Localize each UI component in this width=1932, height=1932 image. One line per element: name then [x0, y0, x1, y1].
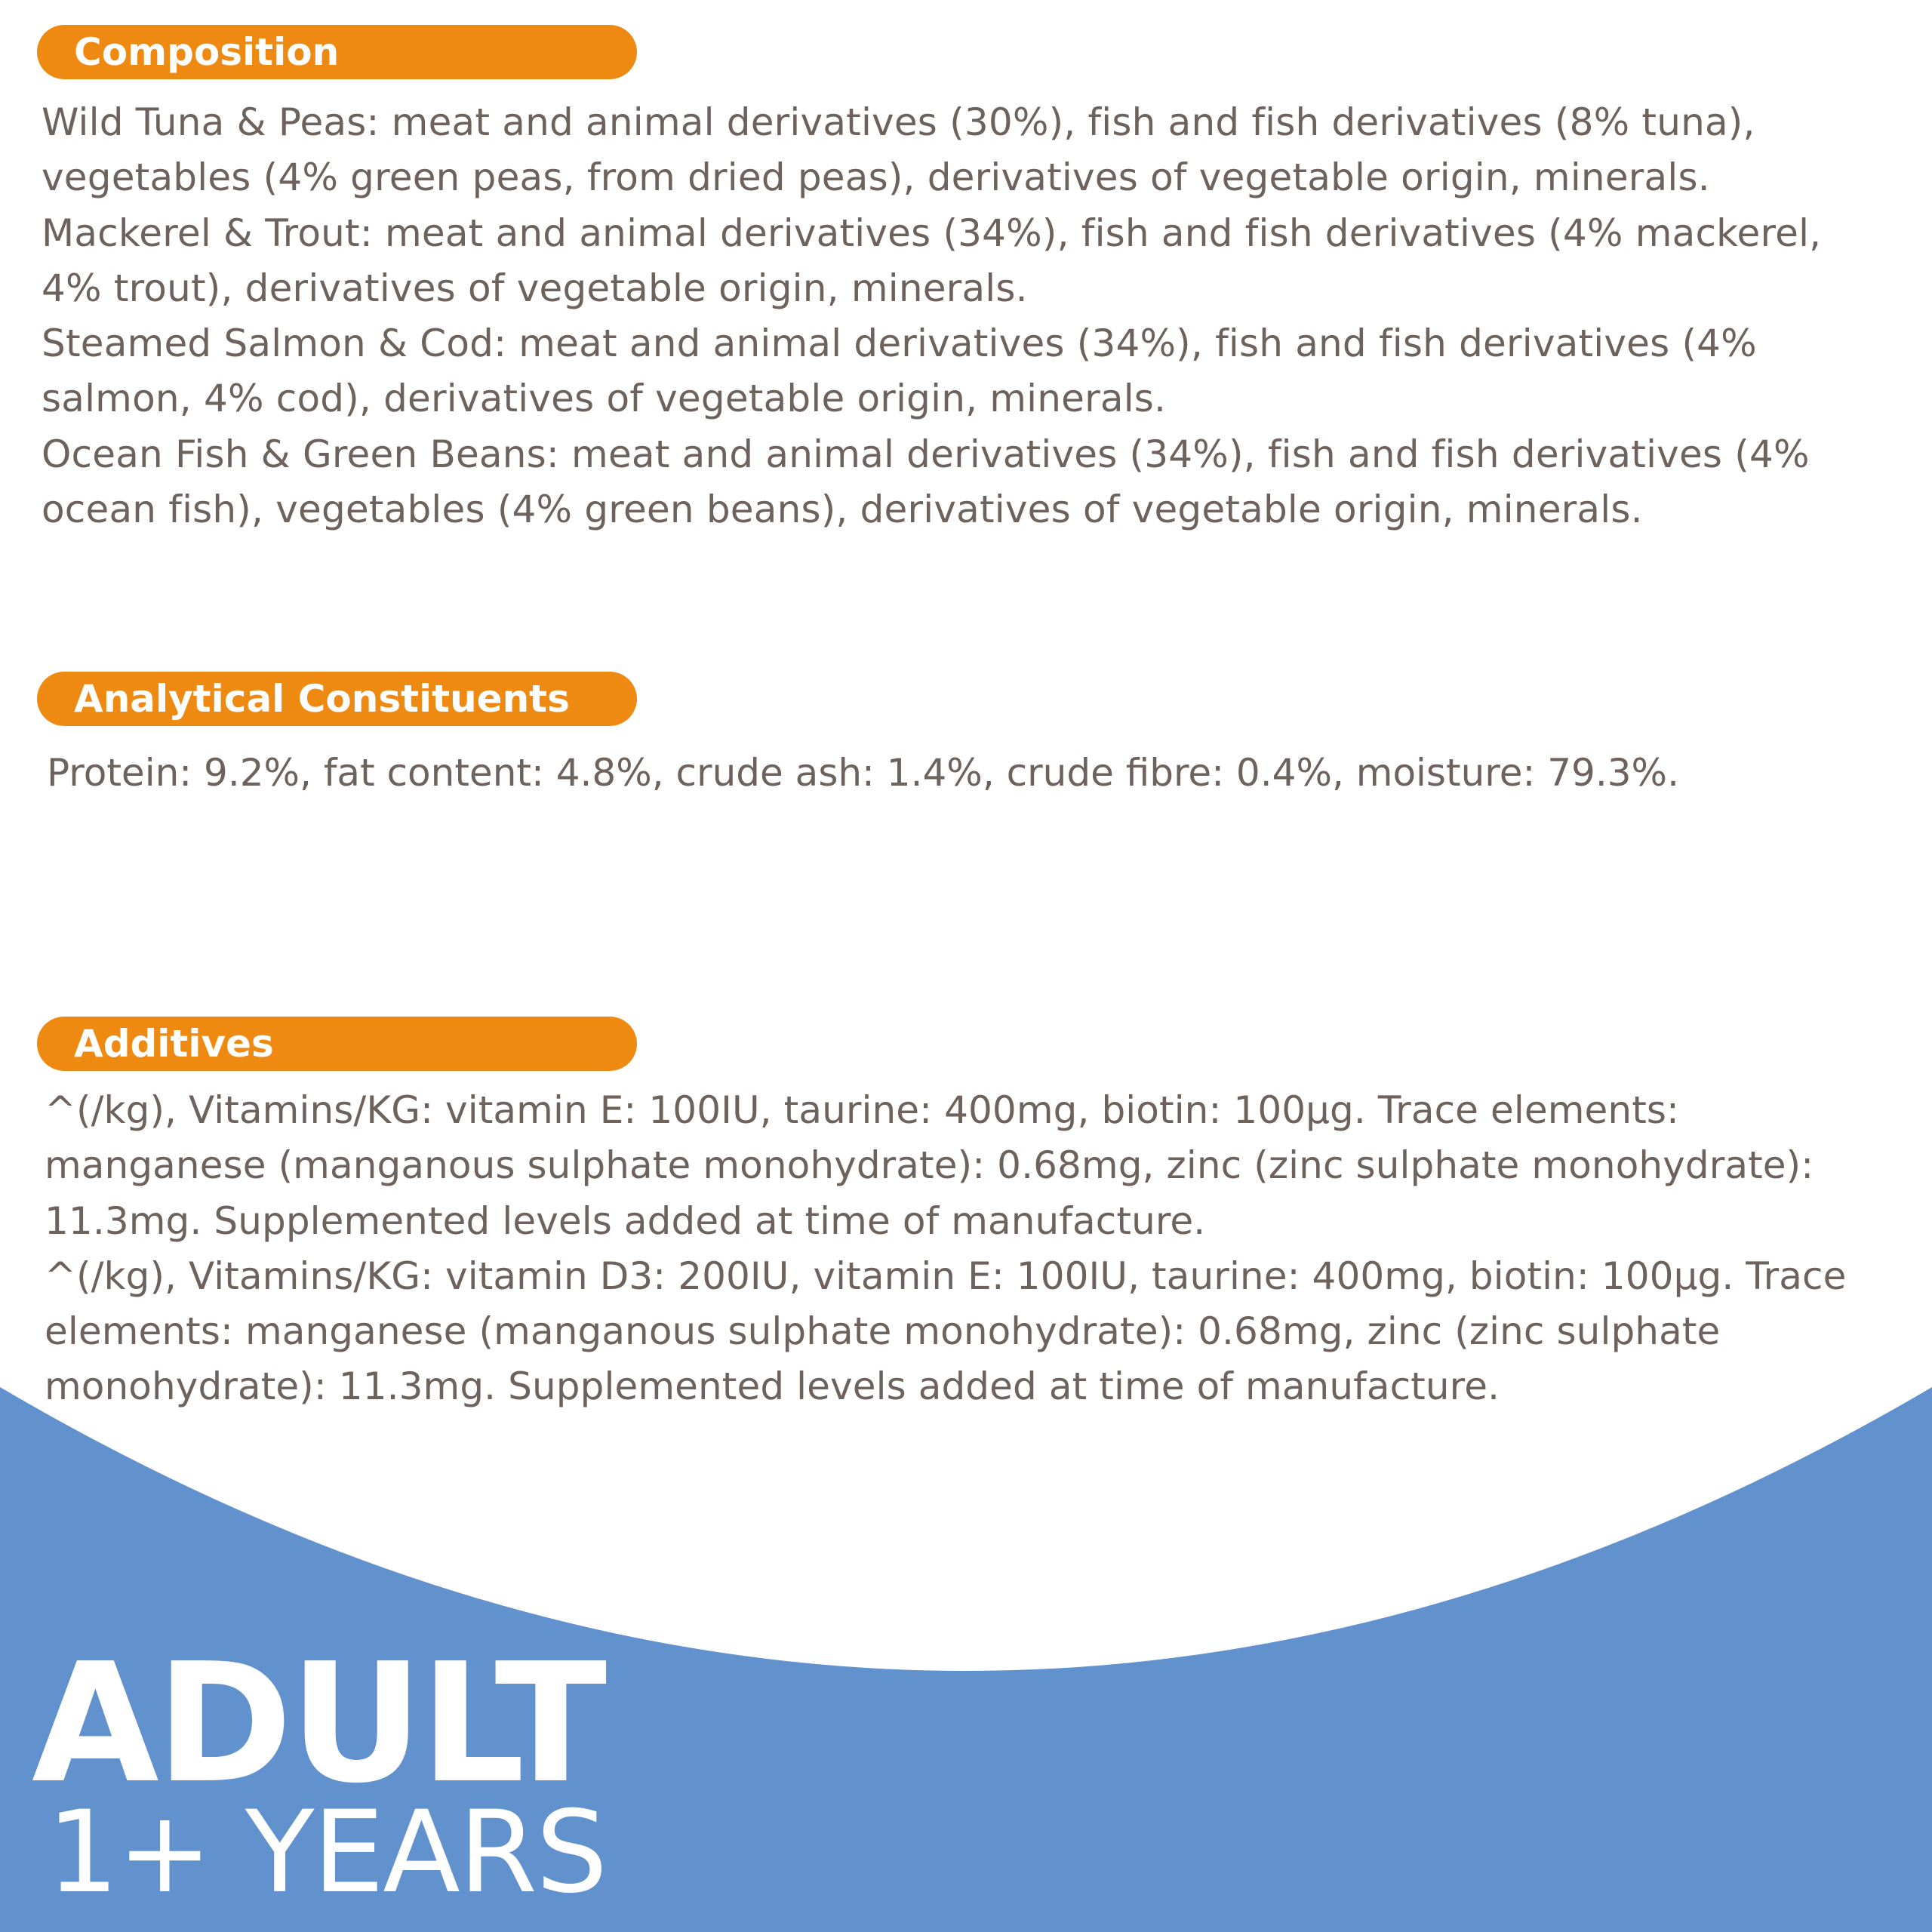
additives-line: elements: manganese (manganous sulphate monohydrate): 0.68mg, zinc (zinc sulphate: [45, 1309, 1721, 1354]
analytical-line: Protein: 9.2%, fat content: 4.8%, crude ash: 1.4%, crude fibre: 0.4%, moisture: 79.3%.: [47, 751, 1679, 795]
composition-line: Steamed Salmon & Cod: meat and animal derivatives (34%), fish and fish derivatives (4%: [42, 321, 1757, 366]
composition-heading-label: Composition: [74, 30, 340, 74]
composition-line: Wild Tuna & Peas: meat and animal derivatives (30%), fish and fish derivatives (8% tuna),: [42, 100, 1755, 144]
additives-line: ^(/kg), Vitamins/KG: vitamin D3: 200IU, vitamin E: 100IU, taurine: 400mg, biotin: 100µg. Trace: [45, 1254, 1847, 1298]
composition-line: vegetables (4% green peas, from dried peas), derivatives of vegetable origin, minerals.: [42, 155, 1710, 200]
banner-subtitle: 1+ YEARS: [47, 1787, 607, 1918]
composition-line: salmon, 4% cod), derivatives of vegetable origin, minerals.: [42, 377, 1167, 421]
analytical-heading-label: Analytical Constituents: [74, 677, 570, 721]
additives-line: monohydrate): 11.3mg. Supplemented levels added at time of manufacture.: [45, 1364, 1500, 1409]
composition-line: ocean fish), vegetables (4% green beans), derivatives of vegetable origin, minerals.: [42, 488, 1643, 532]
composition-line: 4% trout), derivatives of vegetable origin, minerals.: [42, 266, 1028, 310]
additives-line: 11.3mg. Supplemented levels added at time of manufacture.: [45, 1198, 1206, 1243]
additives-line: manganese (manganous sulphate monohydrate): 0.68mg, zinc (zinc sulphate monohydrate):: [45, 1143, 1814, 1188]
composition-line: Mackerel & Trout: meat and animal derivatives (34%), fish and fish derivatives (4% mackerel,: [42, 211, 1822, 255]
banner-title: ADULT: [32, 1629, 605, 1820]
additives-heading-label: Additives: [74, 1022, 274, 1066]
additives-line: ^(/kg), Vitamins/KG: vitamin E: 100IU, taurine: 400mg, biotin: 100µg. Trace elements:: [45, 1088, 1679, 1132]
composition-line: Ocean Fish & Green Beans: meat and animal derivatives (34%), fish and fish derivatives (4%: [42, 432, 1810, 476]
